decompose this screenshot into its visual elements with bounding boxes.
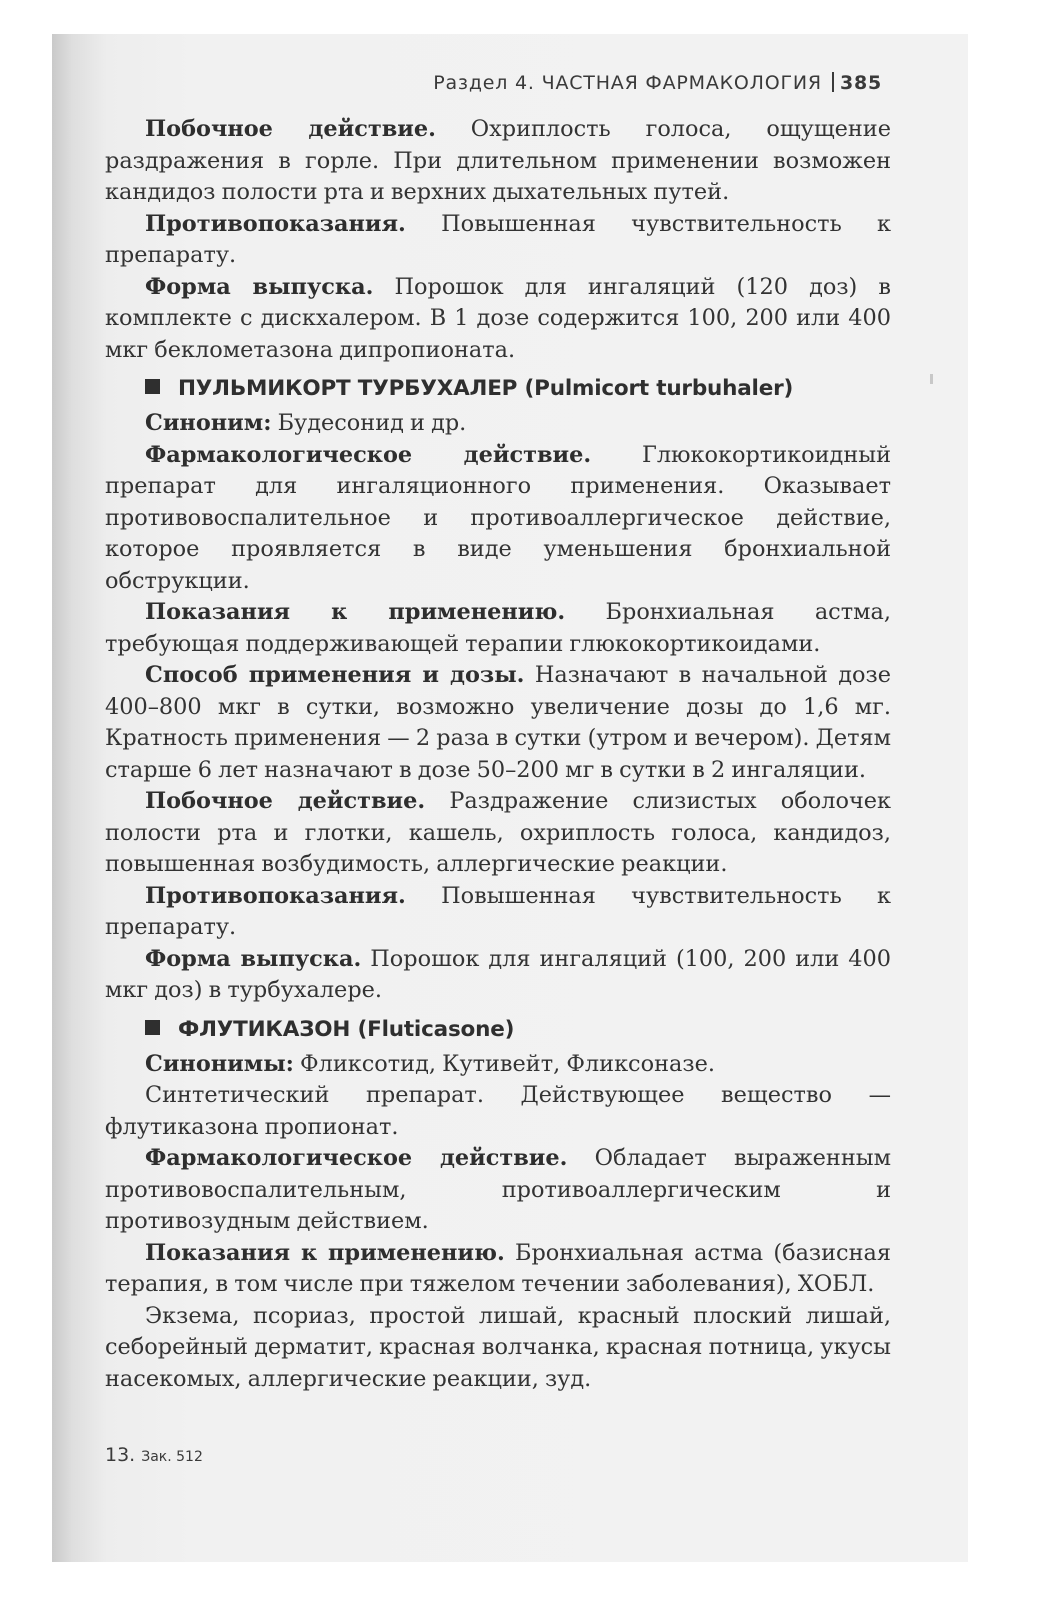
section-title: Раздел 4. ЧАСТНАЯ ФАРМАКОЛОГИЯ <box>433 72 822 94</box>
paragraph-text: Повышенная чувствительность к препарату. <box>105 882 891 940</box>
paragraph-release-form <box>105 272 891 367</box>
paragraph-text: Повышенная чувствительность к препарату. <box>105 210 891 268</box>
paragraph-dosage <box>105 660 891 786</box>
drug-heading-pulmicort <box>145 372 891 406</box>
order-number: Зак. 512 <box>141 1449 203 1465</box>
paragraph-label: Синоним: <box>145 410 272 436</box>
book-page <box>52 34 968 1562</box>
square-bullet-icon <box>145 379 160 394</box>
paragraph-label: Показания к применению. <box>145 599 566 625</box>
paragraph-indications <box>105 597 891 660</box>
paragraph-pharmacological-action <box>105 440 891 598</box>
paragraph-text: Синтетический препарат. Действующее вещество — флутиказона пропионат. <box>105 1082 891 1140</box>
paragraph-label: Форма выпуска. <box>145 945 362 972</box>
square-bullet-icon <box>145 1020 160 1035</box>
paragraph-text: Экзема, псориаз, простой лишай, красный плоский лишай, себорейный дерматит, красная волчанка, красная потница, укусы насекомых, аллергические реакции, зуд. <box>105 1302 891 1392</box>
paragraph-text: Порошок для ингаляций (100, 200 или 400 мкг доз) в турбухалере. <box>105 945 891 1003</box>
drug-title: ФЛУТИКАЗОН (Fluticasone) <box>178 1016 515 1042</box>
paragraph-label: Форма выпуска. <box>145 273 374 300</box>
paragraph-text: Бронхиальная астма (базисная терапия, в том числе при тяжелом течении заболевания), ХОБЛ. <box>105 1239 891 1297</box>
paragraph-text: Раздражение слизистых оболочек полости рта и глотки, кашель, охриплость голоса, кандидоз, повышенная возбудимость, аллергические реакции. <box>105 788 891 877</box>
page-number: 385 <box>839 72 882 94</box>
paragraph-text: Порошок для ингаляций (120 доз) в комплекте с дискхалером. В 1 дозе содержится 100, 200 или 400 мкг беклометазона дипропионата. <box>105 273 891 363</box>
paragraph-label: Побочное действие. <box>145 788 426 814</box>
printer-signature <box>105 1444 203 1466</box>
paragraph-label: Способ применения и дозы. <box>145 662 525 688</box>
paragraph-synonyms <box>105 1049 891 1081</box>
paragraph-text: Будесонид и др. <box>271 410 467 436</box>
paragraph-text: Назначают в начальной дозе 400–800 мкг в сутки, возможно увеличение дозы до 1,6 мг. Кратность применения — 2 раза в сутки (утром и вечером). Детям старше 6 лет назначают в дозе 50–200 мг в сутки в 2 ингаляции. <box>105 662 891 783</box>
page-body <box>105 114 891 1395</box>
header-divider <box>832 72 834 92</box>
running-header <box>52 72 882 94</box>
paragraph-contraindications <box>105 881 891 944</box>
paragraph-text: Глюкокортикоидный препарат для ингаляционного применения. Оказывает противовоспалительное и противоаллергическое действие, которое проявляется в виде уменьшения бронхиальной обструкции. <box>105 441 891 594</box>
paragraph-text: Обладает выраженным противовоспалительным, противоаллергическим и противозудным действием. <box>105 1145 891 1234</box>
paragraph-text: Фликсотид, Кутивейт, Фликсоназе. <box>293 1050 715 1077</box>
paragraph-description <box>105 1080 891 1143</box>
drug-title: ПУЛЬМИКОРТ ТУРБУХАЛЕР (Pulmicort turbuhaler) <box>178 376 794 401</box>
paragraph-label: Фармакологическое действие. <box>145 1145 568 1171</box>
paragraph-pharmacological-action <box>105 1143 891 1238</box>
paragraph-synonym <box>105 408 891 440</box>
paragraph-label: Противопоказания. <box>145 882 406 909</box>
paragraph-label: Синонимы: <box>145 1050 294 1077</box>
paragraph-label: Побочное действие. <box>145 116 436 142</box>
paragraph-label: Показания к применению. <box>145 1239 505 1266</box>
paragraph-side-effects <box>105 114 891 209</box>
paragraph-label: Противопоказания. <box>145 210 406 237</box>
paragraph-indications <box>105 1238 891 1301</box>
paragraph-contraindications <box>105 209 891 272</box>
paragraph-label: Фармакологическое действие. <box>145 441 592 468</box>
paragraph-text: Охриплость голоса, ощущение раздражения в горле. При длительном применении возможен кандидоз полости рта и верхних дыхательных путей. <box>105 116 891 205</box>
paragraph-release-form <box>105 944 891 1007</box>
sheet-number: 13. <box>105 1444 136 1466</box>
drug-heading-fluticasone <box>145 1013 891 1047</box>
paragraph-indications-continued <box>105 1301 891 1396</box>
scan-speck <box>930 374 933 384</box>
paragraph-side-effects <box>105 786 891 881</box>
paragraph-text: Бронхиальная астма, требующая поддерживающей терапии глюкокортикоидами. <box>105 599 891 657</box>
